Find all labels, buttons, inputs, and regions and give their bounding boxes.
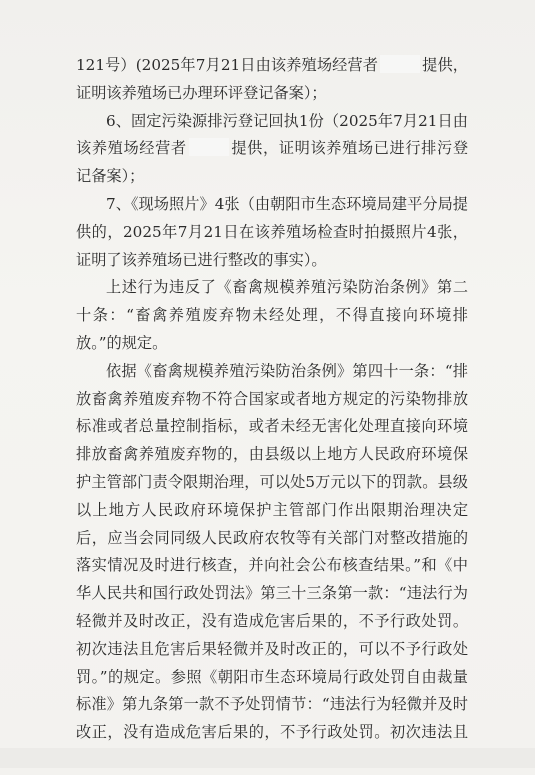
evidence-item-6: [76, 108, 468, 191]
text-segment: 提供，证明该养殖场已办理环评登记备案）；: [76, 56, 468, 102]
document-body: [76, 52, 468, 775]
page-bottom-edge: [0, 748, 535, 768]
text-segment: 6、固定污染源排污登记回执1份（2025年7月21日由该养殖场经营者: [76, 111, 468, 158]
text-segment: 121号）(2025年7月21日由该养殖场经营者: [76, 56, 379, 74]
redacted-name: [189, 138, 229, 156]
legal-basis-paragraph: 依据《畜禽规模养殖污染防治条例》第四十一条：“排放畜禽养殖废弃物不符合国家或者地方规定的污染物排放标准或者总量控制指标，或者未经无害化处理直接向环境排放畜禽养殖废弃物的，由县级以上地方人民政府环境保护主管部门责令限期治理，可以处5万元以下的罚款。县级以上地方人民政府环境保护主管部门作出限期治理决定后，应当会同同级人民政府农牧等有关部门对整改措施的落实情况及时进行核查，并向社会公布核查结果。”和《中华人民共和国行政处罚法》第三十三条第一款：“违法行为轻微并及时改正，没有造成危害后果的，不予行政处罚。初次违法且危害后果轻微并及时改正的，可以不予行政处罚。”的规定。参照《朝阳市生态环境局行政处罚自由裁量标准》第九条第一款不予处罚情节：“违法行为轻微并及时改正，没有造成危害后果的，不予行政处罚。初次违法且: [76, 361, 468, 742]
evidence-item-7: 7、《现场照片》4张（由朝阳市生态环境局建平分局提供的，2025年7月21日在该养殖场检查时拍摄照片4张，证明了该养殖场已进行整改的事实）。: [76, 194, 468, 269]
evidence-item-5-continued: [76, 52, 468, 108]
bleed-through-texture: [60, 4, 480, 44]
violation-paragraph: 上述行为违反了《畜禽规模养殖污染防治条例》第二十条：“畜禽养殖废弃物未经处理，不得直接向环境排放。”的规定。: [76, 278, 468, 352]
redacted-name: [380, 55, 420, 73]
text-segment: 提供，证明该养殖场已进行排污登记备案）；: [76, 139, 469, 186]
